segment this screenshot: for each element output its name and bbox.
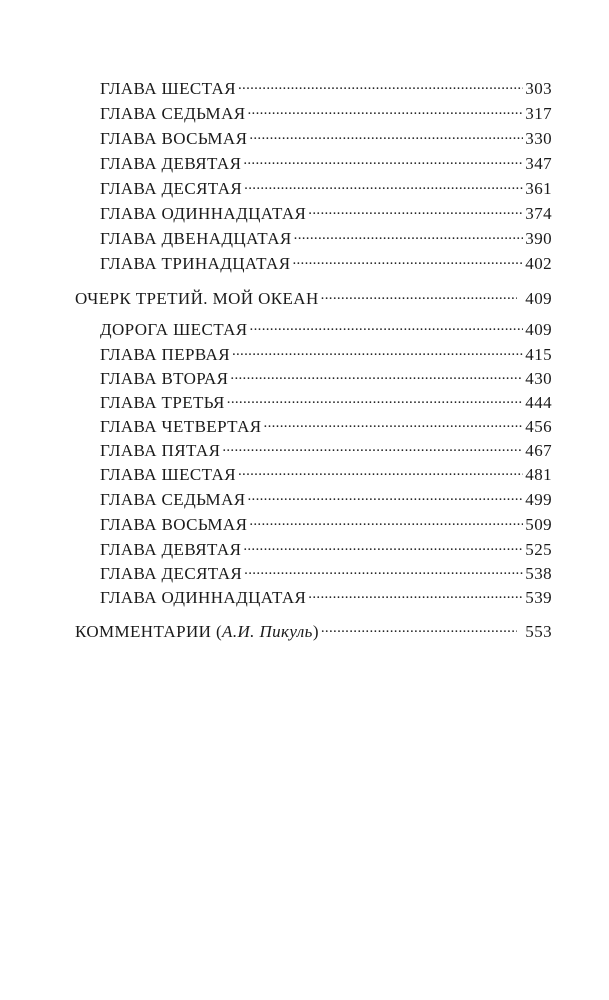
dot-leader	[238, 74, 523, 94]
commentary-title-suffix: )	[312, 622, 319, 641]
toc-entry[interactable]	[100, 99, 552, 121]
toc-entry-page: 402	[525, 254, 552, 273]
toc-part-page: 409	[525, 289, 552, 308]
toc-entry-page: 347	[525, 154, 552, 173]
toc-entry[interactable]	[100, 199, 552, 221]
toc-entry-page: 467	[525, 441, 552, 460]
toc-entry-page: 390	[525, 229, 552, 248]
toc-entry[interactable]	[100, 436, 552, 458]
toc-entry-title: ГЛАВА ДЕВЯТАЯ	[100, 154, 242, 173]
toc-entry-page: 538	[525, 564, 552, 583]
toc-entry-title: ГЛАВА СЕДЬМАЯ	[100, 104, 246, 123]
toc-entry-page: 303	[525, 79, 552, 98]
commentary-author: А.И. Пикуль	[222, 622, 313, 641]
toc-entry-page: 525	[525, 540, 552, 559]
dot-leader	[264, 412, 524, 432]
toc-entry-page: 539	[525, 588, 552, 607]
toc-entry-title: ГЛАВА ОДИННАДЦАТАЯ	[100, 204, 307, 223]
toc-entry-page: 330	[525, 129, 552, 148]
toc-entry[interactable]	[100, 583, 552, 605]
commentary-title-prefix: КОММЕНТАРИИ (	[75, 622, 223, 641]
toc-entry-page: 430	[525, 369, 552, 388]
dot-leader	[292, 249, 523, 269]
toc-entry[interactable]	[100, 174, 552, 196]
toc-entry-page: 509	[525, 515, 552, 534]
toc-entry-page: 481	[525, 465, 552, 484]
toc-entry[interactable]	[100, 124, 552, 146]
dot-leader	[247, 99, 523, 119]
toc-part-title: ОЧЕРК ТРЕТИЙ. МОЙ ОКЕАН	[75, 289, 319, 308]
dot-leader	[227, 388, 524, 408]
toc-entry-page: 415	[525, 345, 552, 364]
toc-entry-page: 444	[525, 393, 552, 412]
toc-entry[interactable]	[100, 460, 552, 482]
toc-entry-title: ГЛАВА ТРЕТЬЯ	[100, 393, 225, 412]
toc-part-heading[interactable]	[75, 284, 552, 306]
toc-commentary-page: 553	[525, 622, 552, 641]
dot-leader	[250, 315, 524, 335]
dot-leader	[247, 485, 523, 505]
toc-entry-title: ГЛАВА СЕДЬМАЯ	[100, 490, 246, 509]
dot-leader	[249, 510, 523, 530]
toc-entry[interactable]	[100, 559, 552, 581]
toc-entry-title: ГЛАВА ДЕСЯТАЯ	[100, 179, 243, 198]
toc-entry[interactable]	[100, 412, 552, 434]
toc-entry[interactable]	[100, 510, 552, 532]
toc-commentary-title	[75, 622, 321, 642]
toc-entry-title: ГЛАВА ОДИННАДЦАТАЯ	[100, 588, 307, 607]
toc-entry-title: ДОРОГА ШЕСТАЯ	[100, 320, 248, 339]
dot-leader	[243, 149, 523, 169]
toc-entry-page: 409	[525, 320, 552, 339]
toc-entry-page: 499	[525, 490, 552, 509]
dot-leader	[230, 364, 523, 384]
toc-entry[interactable]	[100, 149, 552, 171]
toc-entry-title: ГЛАВА ДЕСЯТАЯ	[100, 564, 243, 583]
toc-entry[interactable]	[100, 340, 552, 362]
dot-leader	[308, 583, 523, 603]
dot-leader	[308, 199, 523, 219]
toc-entry[interactable]	[100, 485, 552, 507]
toc-entry-title: ГЛАВА ТРИНАДЦАТАЯ	[100, 254, 291, 273]
toc-entry-page: 374	[525, 204, 552, 223]
toc-entry-title: ГЛАВА ЧЕТВЕРТАЯ	[100, 417, 262, 436]
toc-entry[interactable]	[100, 74, 552, 96]
dot-leader	[243, 535, 523, 555]
toc-entry-title: ГЛАВА ПЕРВАЯ	[100, 345, 230, 364]
dot-leader	[244, 174, 523, 194]
toc-entry[interactable]	[100, 535, 552, 557]
toc-entry[interactable]	[100, 388, 552, 410]
toc-entry[interactable]	[100, 364, 552, 386]
toc-entry-title: ГЛАВА ВОСЬМАЯ	[100, 515, 248, 534]
dot-leader	[321, 284, 518, 304]
toc-entry-title: ГЛАВА ВТОРАЯ	[100, 369, 229, 388]
toc-entry[interactable]	[100, 249, 552, 271]
toc-entry-title: ГЛАВА ДЕВЯТАЯ	[100, 540, 242, 559]
toc-entry-title: ГЛАВА ШЕСТАЯ	[100, 465, 236, 484]
dot-leader	[321, 617, 517, 637]
toc-entry-title: ГЛАВА ПЯТАЯ	[100, 441, 221, 460]
toc-entry[interactable]	[100, 224, 552, 246]
dot-leader	[244, 559, 523, 579]
toc-entry-title: ГЛАВА ШЕСТАЯ	[100, 79, 236, 98]
dot-leader	[294, 224, 524, 244]
dot-leader	[238, 460, 523, 480]
toc-entry-title: ГЛАВА ВОСЬМАЯ	[100, 129, 248, 148]
dot-leader	[222, 436, 523, 456]
toc-entry[interactable]	[100, 315, 552, 337]
dot-leader	[232, 340, 523, 360]
toc-entry-page: 456	[525, 417, 552, 436]
toc-entry-page: 361	[525, 179, 552, 198]
toc-entry-page: 317	[525, 104, 552, 123]
dot-leader	[249, 124, 523, 144]
toc-entry-title: ГЛАВА ДВЕНАДЦАТАЯ	[100, 229, 292, 248]
toc-commentary-entry[interactable]	[75, 617, 552, 639]
